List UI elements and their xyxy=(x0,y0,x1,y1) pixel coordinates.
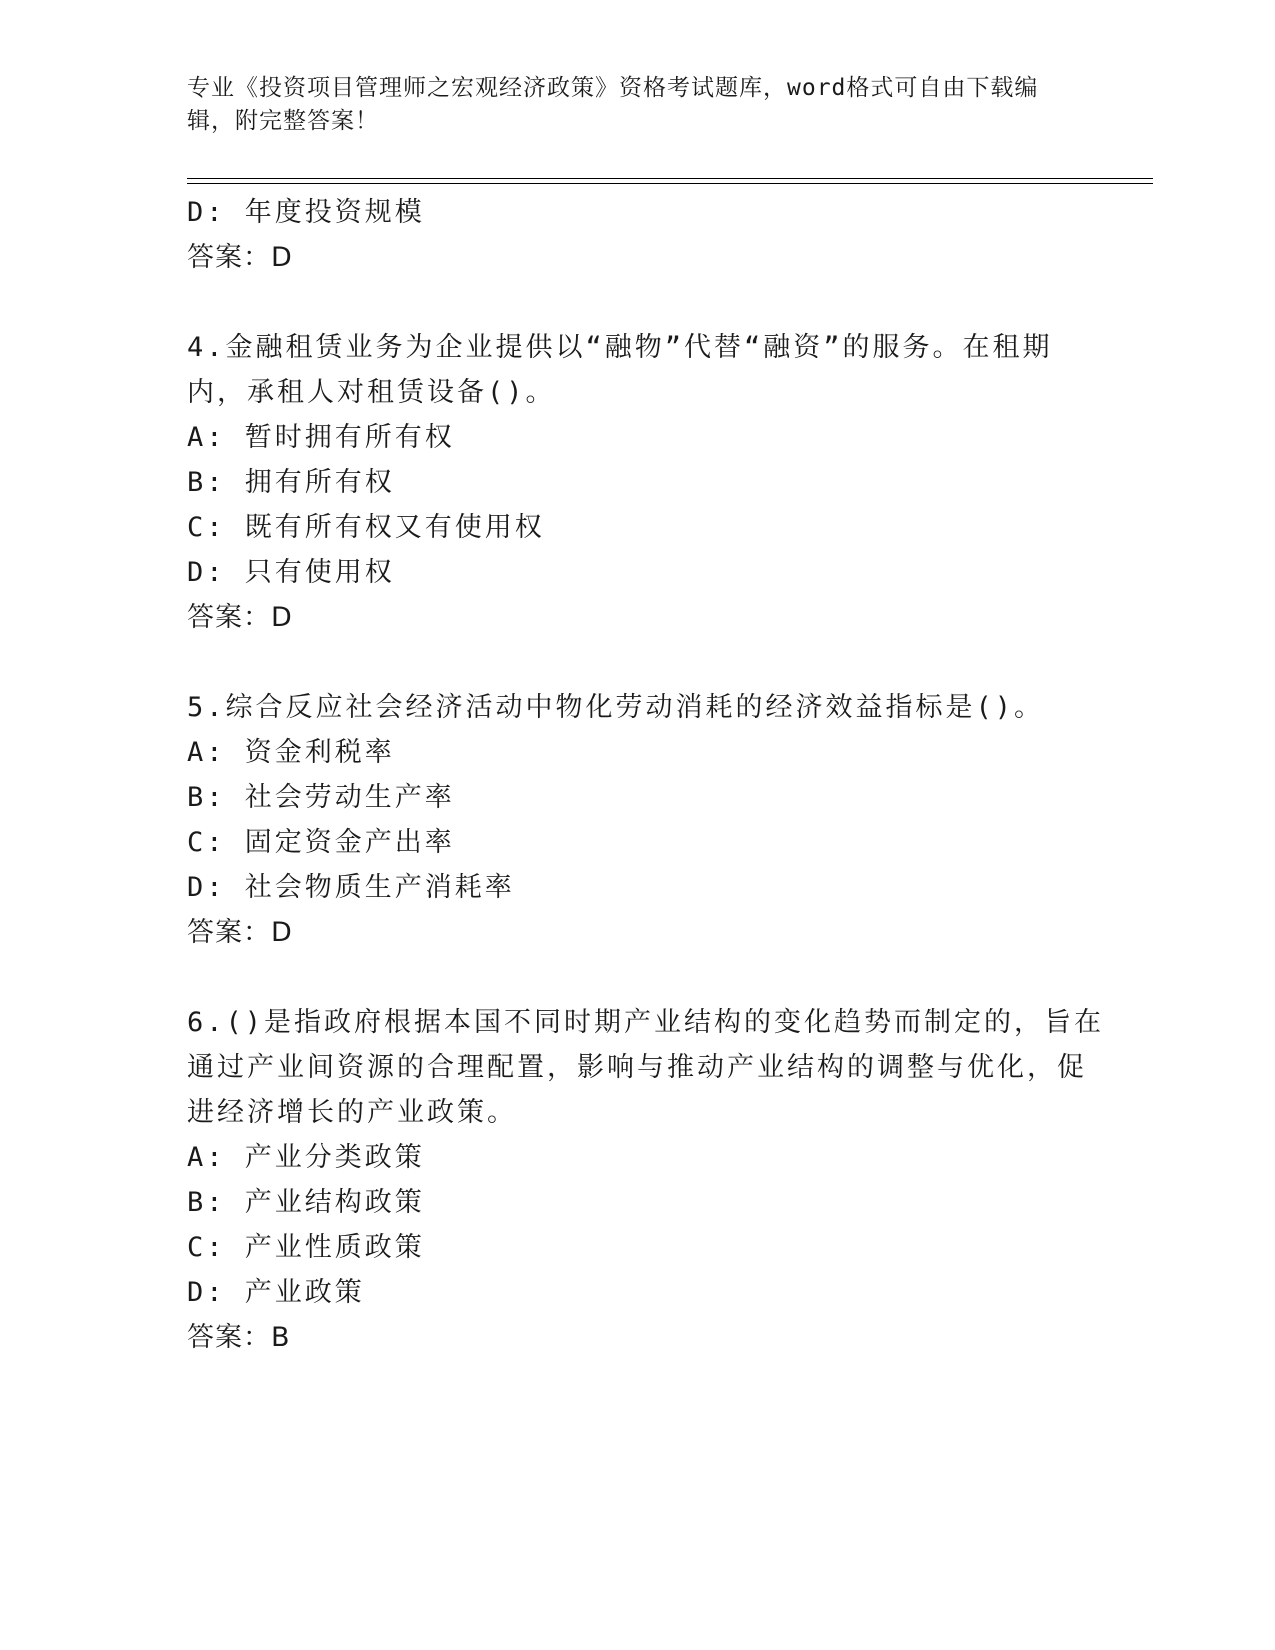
partial-question xyxy=(187,190,1087,281)
option-b: B: 拥有所有权 xyxy=(187,467,395,498)
question-stem: 通过产业间资源的合理配置，影响与推动产业结构的调整与优化，促 xyxy=(187,1052,1087,1083)
question-stem: 4.金融租赁业务为企业提供以“融物”代替“融资”的服务。在租期 xyxy=(187,332,1053,363)
option-d: D: 产业政策 xyxy=(187,1277,365,1308)
option-d: D: 社会物质生产消耗率 xyxy=(187,872,515,903)
spacer xyxy=(187,641,1087,685)
question-stem: 5.综合反应社会经济活动中物化劳动消耗的经济效益指标是()。 xyxy=(187,692,1045,723)
question-stem: 进经济增长的产业政策。 xyxy=(187,1097,517,1128)
question-stem: 6.()是指政府根据本国不同时期产业结构的变化趋势而制定的，旨在 xyxy=(187,1007,1105,1038)
document-body xyxy=(187,190,1105,1361)
question-5 xyxy=(187,685,1087,956)
option-a: A: 资金利税率 xyxy=(187,737,395,768)
answer: 答案：D xyxy=(187,242,293,273)
option-c: C: 产业性质政策 xyxy=(187,1232,425,1263)
option-b: B: 产业结构政策 xyxy=(187,1187,425,1218)
option-b: B: 社会劳动生产率 xyxy=(187,782,455,813)
question-4 xyxy=(187,325,1087,641)
header-divider-top xyxy=(187,178,1153,179)
option-d: D: 年度投资规模 xyxy=(187,197,425,228)
option-a: A: 暂时拥有所有权 xyxy=(187,422,455,453)
question-stem: 内，承租人对租赁设备()。 xyxy=(187,377,556,408)
option-c: C: 固定资金产出率 xyxy=(187,827,455,858)
spacer xyxy=(187,956,1087,1000)
option-a: A: 产业分类政策 xyxy=(187,1142,425,1173)
answer: 答案：D xyxy=(187,917,293,948)
header-divider-bottom xyxy=(187,183,1153,184)
option-d: D: 只有使用权 xyxy=(187,557,395,588)
question-6 xyxy=(187,1000,1105,1361)
spacer xyxy=(187,281,1087,325)
option-c: C: 既有所有权又有使用权 xyxy=(187,512,545,543)
answer: 答案：D xyxy=(187,602,293,633)
answer: 答案：B xyxy=(187,1322,291,1353)
document-header: 专业《投资项目管理师之宏观经济政策》资格考试题库，word格式可自由下载编辑，附完整答案！ xyxy=(187,75,1039,134)
